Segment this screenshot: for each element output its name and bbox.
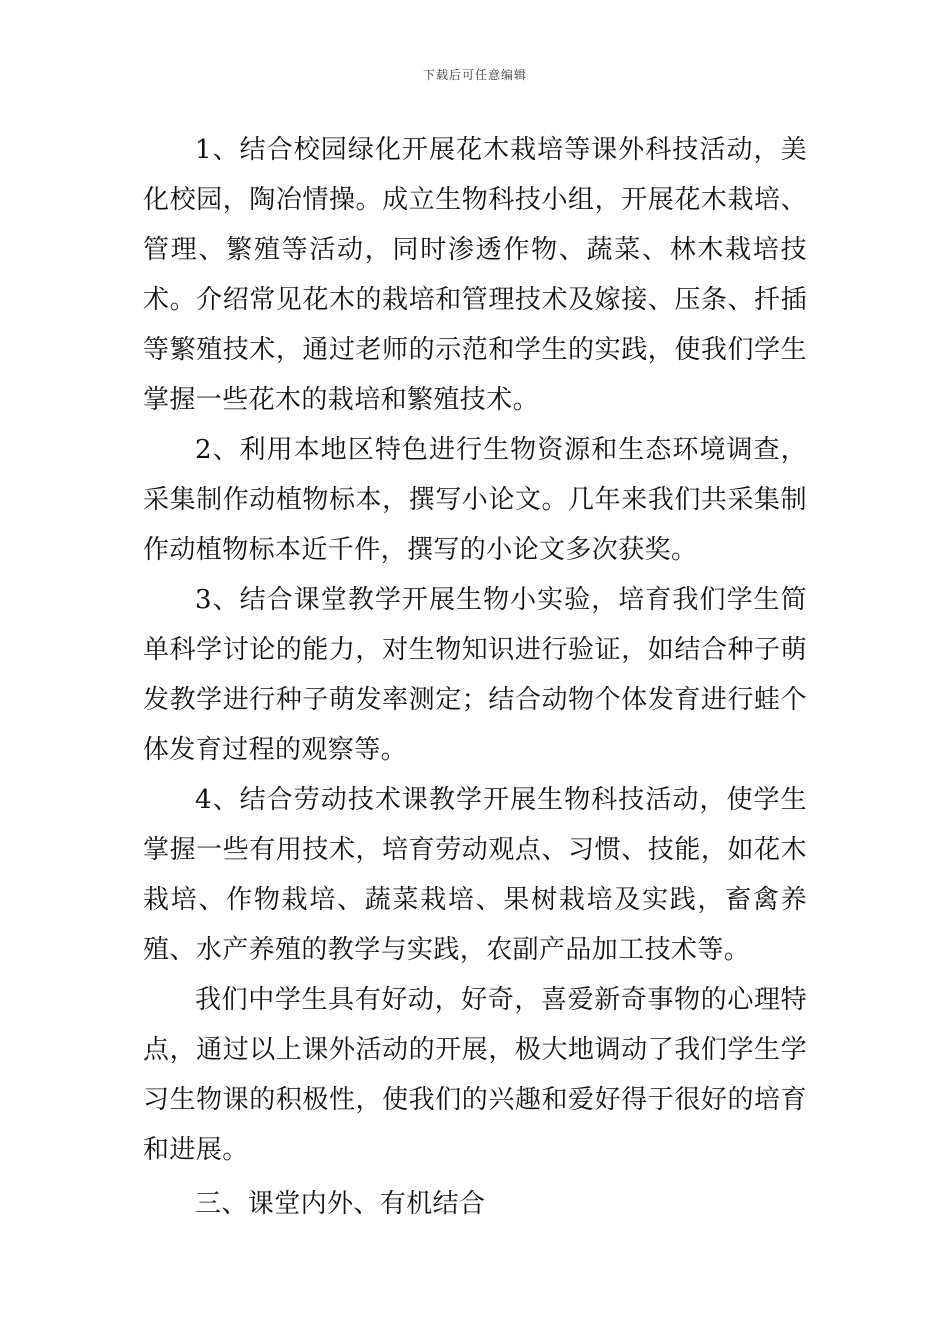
page-header-note: 下载后可任意编辑 xyxy=(422,68,527,82)
paragraph-2: 2、利用本地区特色进行生物资源和生态环境调查，采集制作动植物标本，撰写小论文。几年来我们共采集制作动植物标本近千件，撰写的小论文多次获奖。 xyxy=(143,435,807,565)
paragraph-4: 4、结合劳动技术课教学开展生物科技活动，使学生掌握一些有用技术，培育劳动观点、习惯、技能，如花木栽培、作物栽培、蔬菜栽培、果树栽培及实践，畜禽养殖、水产养殖的教学与实践，农副产品加工技术等。 xyxy=(143,785,807,965)
section-heading: 三、课堂内外、有机结合 xyxy=(195,1189,486,1219)
paragraph-3: 3、结合课堂教学开展生物小实验，培育我们学生简单科学讨论的能力，对生物知识进行验证，如结合种子萌发教学进行种子萌发率测定；结合动物个体发育进行蛙个体发育过程的观察等。 xyxy=(143,585,807,765)
document-body xyxy=(143,125,807,1229)
paragraph-5: 我们中学生具有好动，好奇，喜爱新奇事物的心理特点，通过以上课外活动的开展，极大地调动了我们学生学习生物课的积极性，使我们的兴趣和爱好得于很好的培育和进展。 xyxy=(143,985,807,1165)
paragraph-1: 1、结合校园绿化开展花木栽培等课外科技活动，美化校园，陶冶情操。成立生物科技小组，开展花木栽培、管理、繁殖等活动，同时渗透作物、蔬菜、林木栽培技术。介绍常见花木的栽培和管理技术及嫁接、压条、扦插等繁殖技术，通过老师的示范和学生的实践，使我们学生掌握一些花木的栽培和繁殖技术。 xyxy=(143,135,807,415)
